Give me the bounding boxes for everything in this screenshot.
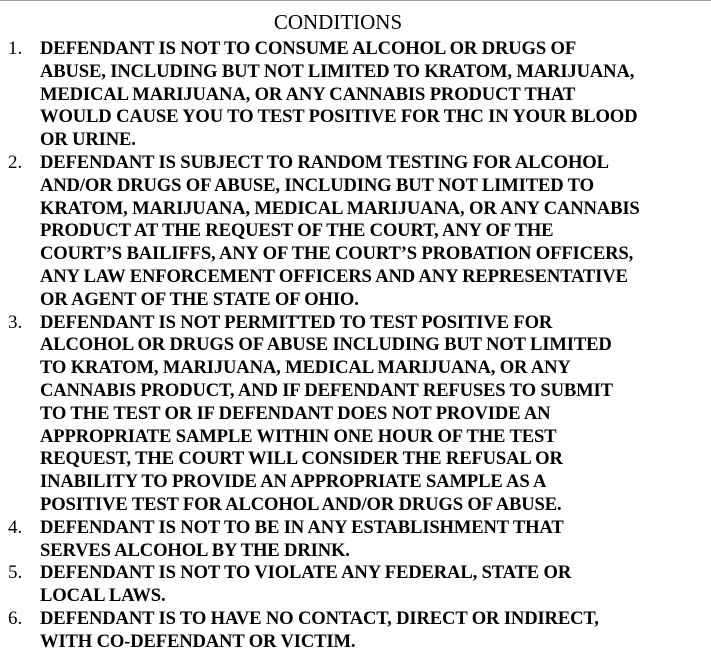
- condition-text: [40, 38, 708, 152]
- condition-item: [0, 608, 711, 654]
- condition-text: [40, 152, 708, 312]
- condition-text: [40, 608, 708, 654]
- condition-number: 3.: [8, 311, 23, 333]
- condition-line: OR AGENT OF THE STATE OF OHIO.: [40, 288, 359, 310]
- condition-line: DEFENDANT IS SUBJECT TO RANDOM TESTING FOR ALCOHOL: [40, 151, 609, 173]
- condition-line: MEDICAL MARIJUANA, OR ANY CANNABIS PRODUCT THAT: [40, 83, 576, 105]
- condition-line: OR URINE.: [40, 129, 136, 151]
- condition-item: [0, 562, 711, 608]
- condition-line: TO KRATOM, MARIJUANA, MEDICAL MARIJUANA, OR ANY: [40, 357, 571, 379]
- condition-line: WOULD CAUSE YOU TO TEST POSITIVE FOR THC IN YOUR BLOOD: [40, 106, 638, 128]
- condition-line: POSITIVE TEST FOR ALCOHOL AND/OR DRUGS OF ABUSE.: [40, 493, 562, 515]
- condition-item: [0, 312, 711, 517]
- condition-line: DEFENDANT IS NOT TO BE IN ANY ESTABLISHMENT THAT: [40, 516, 564, 538]
- condition-line: REQUEST, THE COURT WILL CONSIDER THE REFUSAL OR: [40, 448, 563, 470]
- condition-line: AND/OR DRUGS OF ABUSE, INCLUDING BUT NOT LIMITED TO: [40, 174, 594, 196]
- condition-line: DEFENDANT IS NOT PERMITTED TO TEST POSITIVE FOR: [40, 311, 553, 333]
- condition-line: LOCAL LAWS.: [40, 585, 166, 607]
- condition-line: ANY LAW ENFORCEMENT OFFICERS AND ANY REPRESENTATIVE: [40, 265, 628, 287]
- condition-number: 1.: [8, 38, 23, 59]
- condition-item: [0, 152, 711, 312]
- condition-line: ALCOHOL OR DRUGS OF ABUSE INCLUDING BUT NOT LIMITED: [40, 334, 612, 356]
- condition-line: CANNABIS PRODUCT, AND IF DEFENDANT REFUSES TO SUBMIT: [40, 379, 613, 401]
- condition-line: KRATOM, MARIJUANA, MEDICAL MARIJUANA, OR ANY CANNABIS: [40, 197, 640, 219]
- condition-line: DEFENDANT IS TO HAVE NO CONTACT, DIRECT OR INDIRECT,: [40, 607, 599, 629]
- condition-line: ABUSE, INCLUDING BUT NOT LIMITED TO KRATOM, MARIJUANA,: [40, 60, 635, 82]
- condition-line: WITH CO-DEFENDANT OR VICTIM.: [40, 630, 356, 652]
- condition-line: PRODUCT AT THE REQUEST OF THE COURT, ANY OF THE: [40, 220, 554, 242]
- condition-text: [40, 562, 708, 608]
- condition-item: [0, 38, 711, 152]
- condition-number: 4.: [8, 516, 23, 538]
- condition-line: COURT’S BAILIFFS, ANY OF THE COURT’S PROBATION OFFICERS,: [40, 243, 634, 265]
- condition-item: [0, 517, 711, 563]
- conditions-list: [0, 38, 711, 654]
- condition-number: 5.: [8, 562, 23, 584]
- condition-number: 2.: [8, 151, 23, 173]
- condition-text: [40, 312, 708, 517]
- condition-text: [40, 517, 708, 563]
- document-title: CONDITIONS: [273, 10, 403, 34]
- condition-line: APPROPRIATE SAMPLE WITHIN ONE HOUR OF THE TEST: [40, 425, 557, 447]
- condition-line: DEFENDANT IS NOT TO CONSUME ALCOHOL OR DRUGS OF: [40, 38, 577, 59]
- condition-line: TO THE TEST OR IF DEFENDANT DOES NOT PROVIDE AN: [40, 402, 551, 424]
- condition-line: INABILITY TO PROVIDE AN APPROPRIATE SAMPLE AS A: [40, 471, 547, 493]
- condition-line: DEFENDANT IS NOT TO VIOLATE ANY FEDERAL, STATE OR: [40, 562, 572, 584]
- condition-line: SERVES ALCOHOL BY THE DRINK.: [40, 539, 350, 561]
- condition-number: 6.: [8, 607, 23, 629]
